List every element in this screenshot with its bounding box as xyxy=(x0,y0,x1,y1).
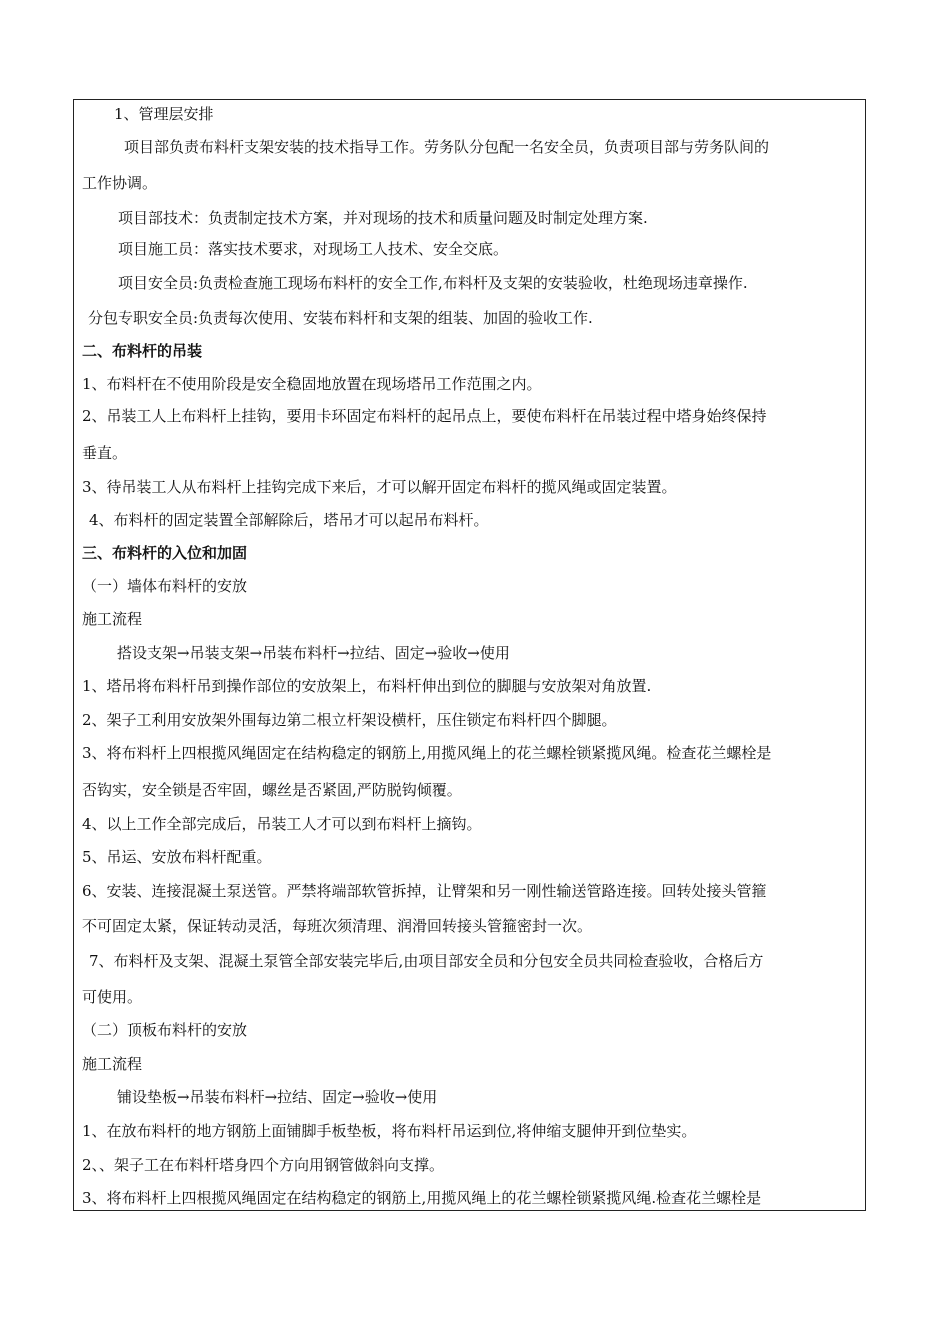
text-line: 垂直。 xyxy=(82,444,128,462)
text-line: 搭设支架→吊装支架→吊装布料杆→拉结、固定→验收→使用 xyxy=(117,644,510,662)
text-line: 施工流程 xyxy=(82,1055,143,1073)
document-frame xyxy=(73,99,866,1211)
text-line: 工作协调。 xyxy=(82,174,158,192)
text-line: 项目部技术：负责制定技术方案，并对现场的技术和质量问题及时制定处理方案. xyxy=(118,209,648,227)
section-heading: 二、布料杆的吊装 xyxy=(82,342,203,360)
text-line: 1、在放布料杆的地方钢筋上面铺脚手板垫板，将布料杆吊运到位,将伸缩支腿伸开到位垫实。 xyxy=(82,1122,697,1140)
text-line: 分包专职安全员:负责每次使用、安装布料杆和支架的组装、加固的验收工作. xyxy=(88,309,593,327)
text-line: 3、将布料杆上四根揽风绳固定在结构稳定的钢筋上,用揽风绳上的花兰螺栓锁紧揽风绳.检查花兰螺栓是 xyxy=(82,1189,762,1207)
text-line: 5、吊运、安放布料杆配重。 xyxy=(82,848,272,866)
text-line: 3、将布料杆上四根揽风绳固定在结构稳定的钢筋上,用揽风绳上的花兰螺栓锁紧揽风绳。检查花兰螺栓是 xyxy=(82,744,772,762)
text-line: （二）顶板布料杆的安放 xyxy=(82,1021,248,1039)
text-line: （一）墙体布料杆的安放 xyxy=(82,577,248,595)
text-line: 项目部负责布料杆支架安装的技术指导工作。劳务队分包配一名安全员，负责项目部与劳务队间的 xyxy=(124,138,770,156)
text-line: 否钩实，安全锁是否牢固，螺丝是否紧固,严防脱钩倾覆。 xyxy=(82,781,462,799)
text-line: 项目施工员：落实技术要求，对现场工人技术、安全交底。 xyxy=(118,240,509,258)
text-line: 1、管理层安排 xyxy=(114,105,214,123)
text-line: 铺设垫板→吊装布料杆→拉结、固定→验收→使用 xyxy=(117,1088,438,1106)
text-line: 6、安装、连接混凝土泵送管。严禁将端部软管拆掉，让臂架和另一刚性输送管路连接。回转处接头管箍 xyxy=(82,882,767,900)
text-line: 可使用。 xyxy=(82,988,143,1006)
text-line: 3、待吊装工人从布料杆上挂钩完成下来后，才可以解开固定布料杆的揽风绳或固定装置。 xyxy=(82,478,677,496)
text-line: 施工流程 xyxy=(82,610,143,628)
text-line: 1、布料杆在不使用阶段是安全稳固地放置在现场塔吊工作范围之内。 xyxy=(82,375,542,393)
text-line: 2、架子工利用安放架外围每边第二根立杆架设横杆，压住锁定布料杆四个脚腿。 xyxy=(82,711,617,729)
text-line: 2、、架子工在布料杆塔身四个方向用钢管做斜向支撑。 xyxy=(82,1156,445,1174)
text-line: 2、吊装工人上布料杆上挂钩，要用卡环固定布料杆的起吊点上，要使布料杆在吊装过程中塔身始终保持 xyxy=(82,407,767,425)
text-line: 项目安全员:负责检查施工现场布料杆的安全工作,布料杆及支架的安装验收，杜绝现场违章操作. xyxy=(118,274,748,292)
text-line: 1、塔吊将布料杆吊到操作部位的安放架上，布料杆伸出到位的脚腿与安放架对角放置. xyxy=(82,677,652,695)
text-line: 4、布料杆的固定装置全部解除后，塔吊才可以起吊布料杆。 xyxy=(89,511,489,529)
text-line: 7、布料杆及支架、混凝土泵管全部安装完毕后,由项目部安全员和分包安全员共同检查验收，合格后方 xyxy=(89,952,764,970)
text-line: 不可固定太紧，保证转动灵活，每班次须清理、润滑回转接头管箍密封一次。 xyxy=(82,917,593,935)
text-line: 4、以上工作全部完成后，吊装工人才可以到布料杆上摘钩。 xyxy=(82,815,482,833)
section-heading: 三、布料杆的入位和加固 xyxy=(82,544,248,562)
